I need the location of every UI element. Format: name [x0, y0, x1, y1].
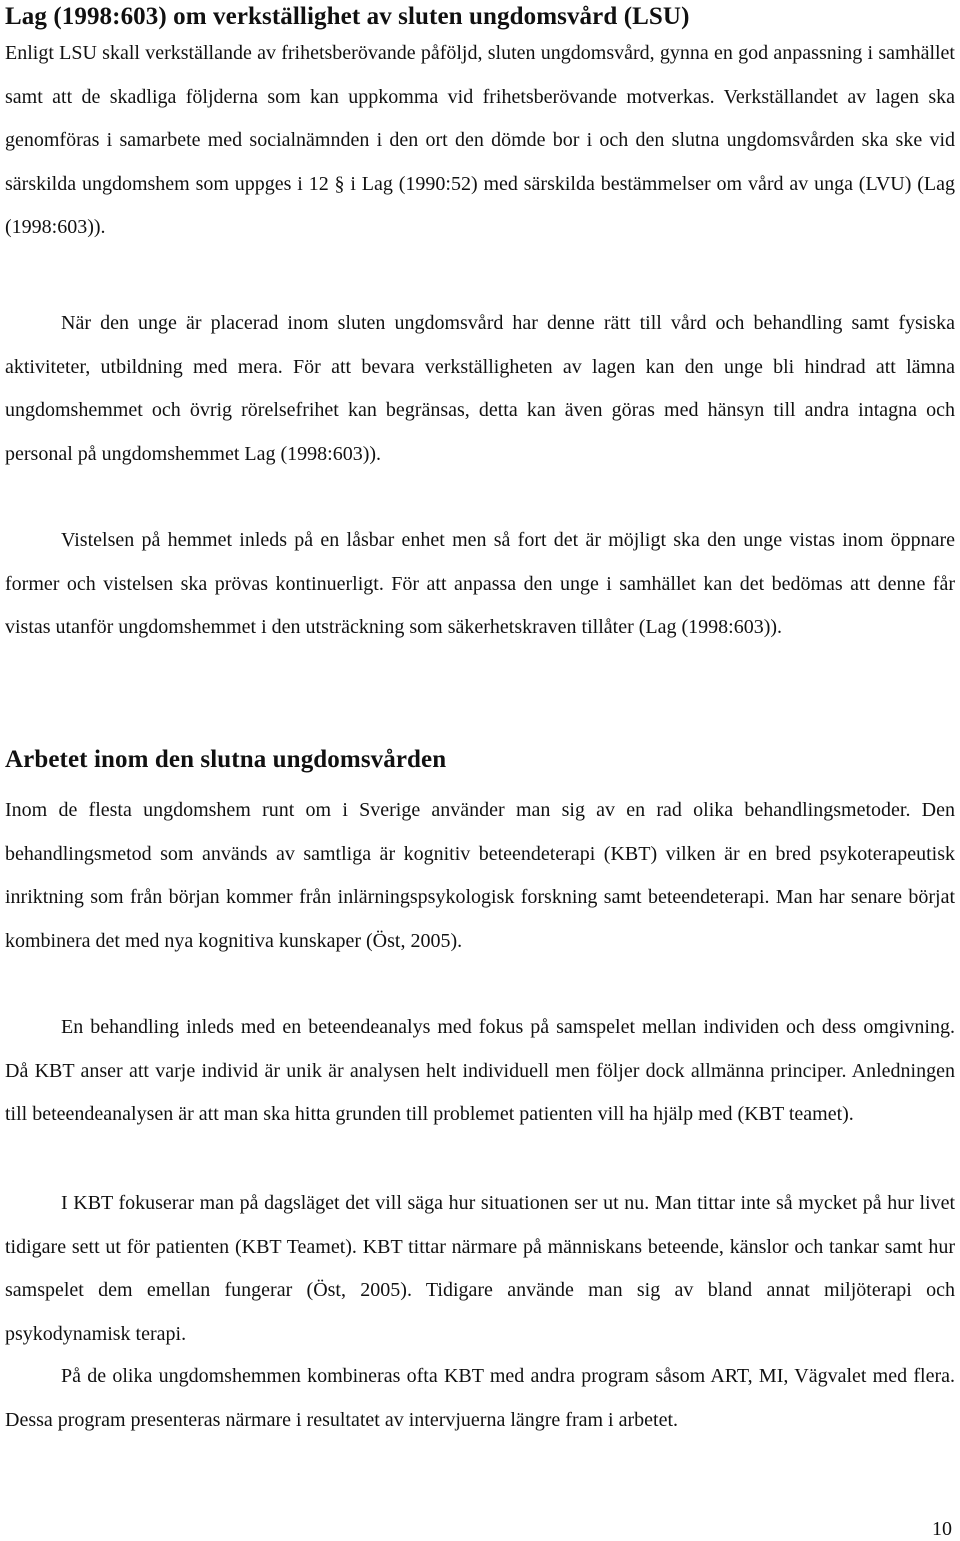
paragraph-methods: Inom de flesta ungdomshem runt om i Sverige använder man sig av en rad olika behandlingsmetoder. Den behandlingsmetod som används av samtliga är kognitiv beteendeterapi (KBT) vilken är en bred psykoterapeutisk inriktning som från början kommer från inlärningspsykologisk forskning samt beteendeterapi. Man har senare börjat kombinera det med nya kognitiva kunskaper (Öst, 2005).	[5, 799, 955, 952]
paragraph-lsu-stay: Vistelsen på hemmet inleds på en låsbar enhet men så fort det är möjligt ska den unge vistas inom öppnare former och vistelsen ska prövas kontinuerligt. För att anpassa den unge i samhället kan det bedömas att denne får vistas utanför ungdomshemmet i den utsträckning som säkerhetskraven tillåter (Lag (1998:603)).	[5, 529, 955, 638]
section-heading-lsu: Lag (1998:603) om verkställighet av sluten ungdomsvård (LSU)	[5, 3, 690, 30]
paragraph-behavior-analysis: En behandling inleds med en beteendeanalys med fokus på samspelet mellan individen och dess omgivning. Då KBT anser att varje individ är unik är analysen helt individuell men följer dock allmänna principer. Anledningen till beteendeanalysen är att man ska hitta grunden till problemet patienten vill ha hjälp med (KBT teamet).	[5, 1016, 955, 1125]
paragraph-lsu-rights: När den unge är placerad inom sluten ungdomsvård har denne rätt till vård och behandling samt fysiska aktiviteter, utbildning med mera. För att bevara verkställigheten av lagen kan den unge bli hindrad att lämna ungdomshemmet och övrig rörelsefrihet kan begränsas, detta kan även göras med hänsyn till andra intagna och personal på ungdomshemmet Lag (1998:603)).	[5, 312, 955, 465]
page-number: 10	[932, 1518, 952, 1540]
paragraph-programs: På de olika ungdomshemmen kombineras ofta KBT med andra program såsom ART, MI, Vägvalet med flera. Dessa program presenteras närmare i resultatet av intervjuerna längre fram i arbetet.	[5, 1365, 955, 1431]
section-heading-arbetet: Arbetet inom den slutna ungdomsvården	[5, 746, 447, 773]
paragraph-lsu-intro: Enligt LSU skall verkställande av frihetsberövande påföljd, sluten ungdomsvård, gynna en god anpassning i samhället samt att de skadliga följderna som kan uppkomma vid frihetsberövande motverkas. Verkställandet av lagen ska genomföras i samarbete med socialnämnden i den ort den dömde bor i och den slutna ungdomsvården ska ske vid särskilda ungdomshem som uppges i 12 § i Lag (1990:52) med särskilda bestämmelser om vård av unga (LVU) (Lag (1998:603)).	[5, 42, 955, 238]
paragraph-kbt-focus: I KBT fokuserar man på dagsläget det vill säga hur situationen ser ut nu. Man tittar inte så mycket på hur livet tidigare sett ut för patienten (KBT Teamet). KBT tittar närmare på människans beteende, känslor och tankar samt hur samspelet dem emellan fungerar (Öst, 2005). Tidigare använde man sig av bland annat miljöterapi och psykodynamisk terapi.	[5, 1192, 955, 1345]
